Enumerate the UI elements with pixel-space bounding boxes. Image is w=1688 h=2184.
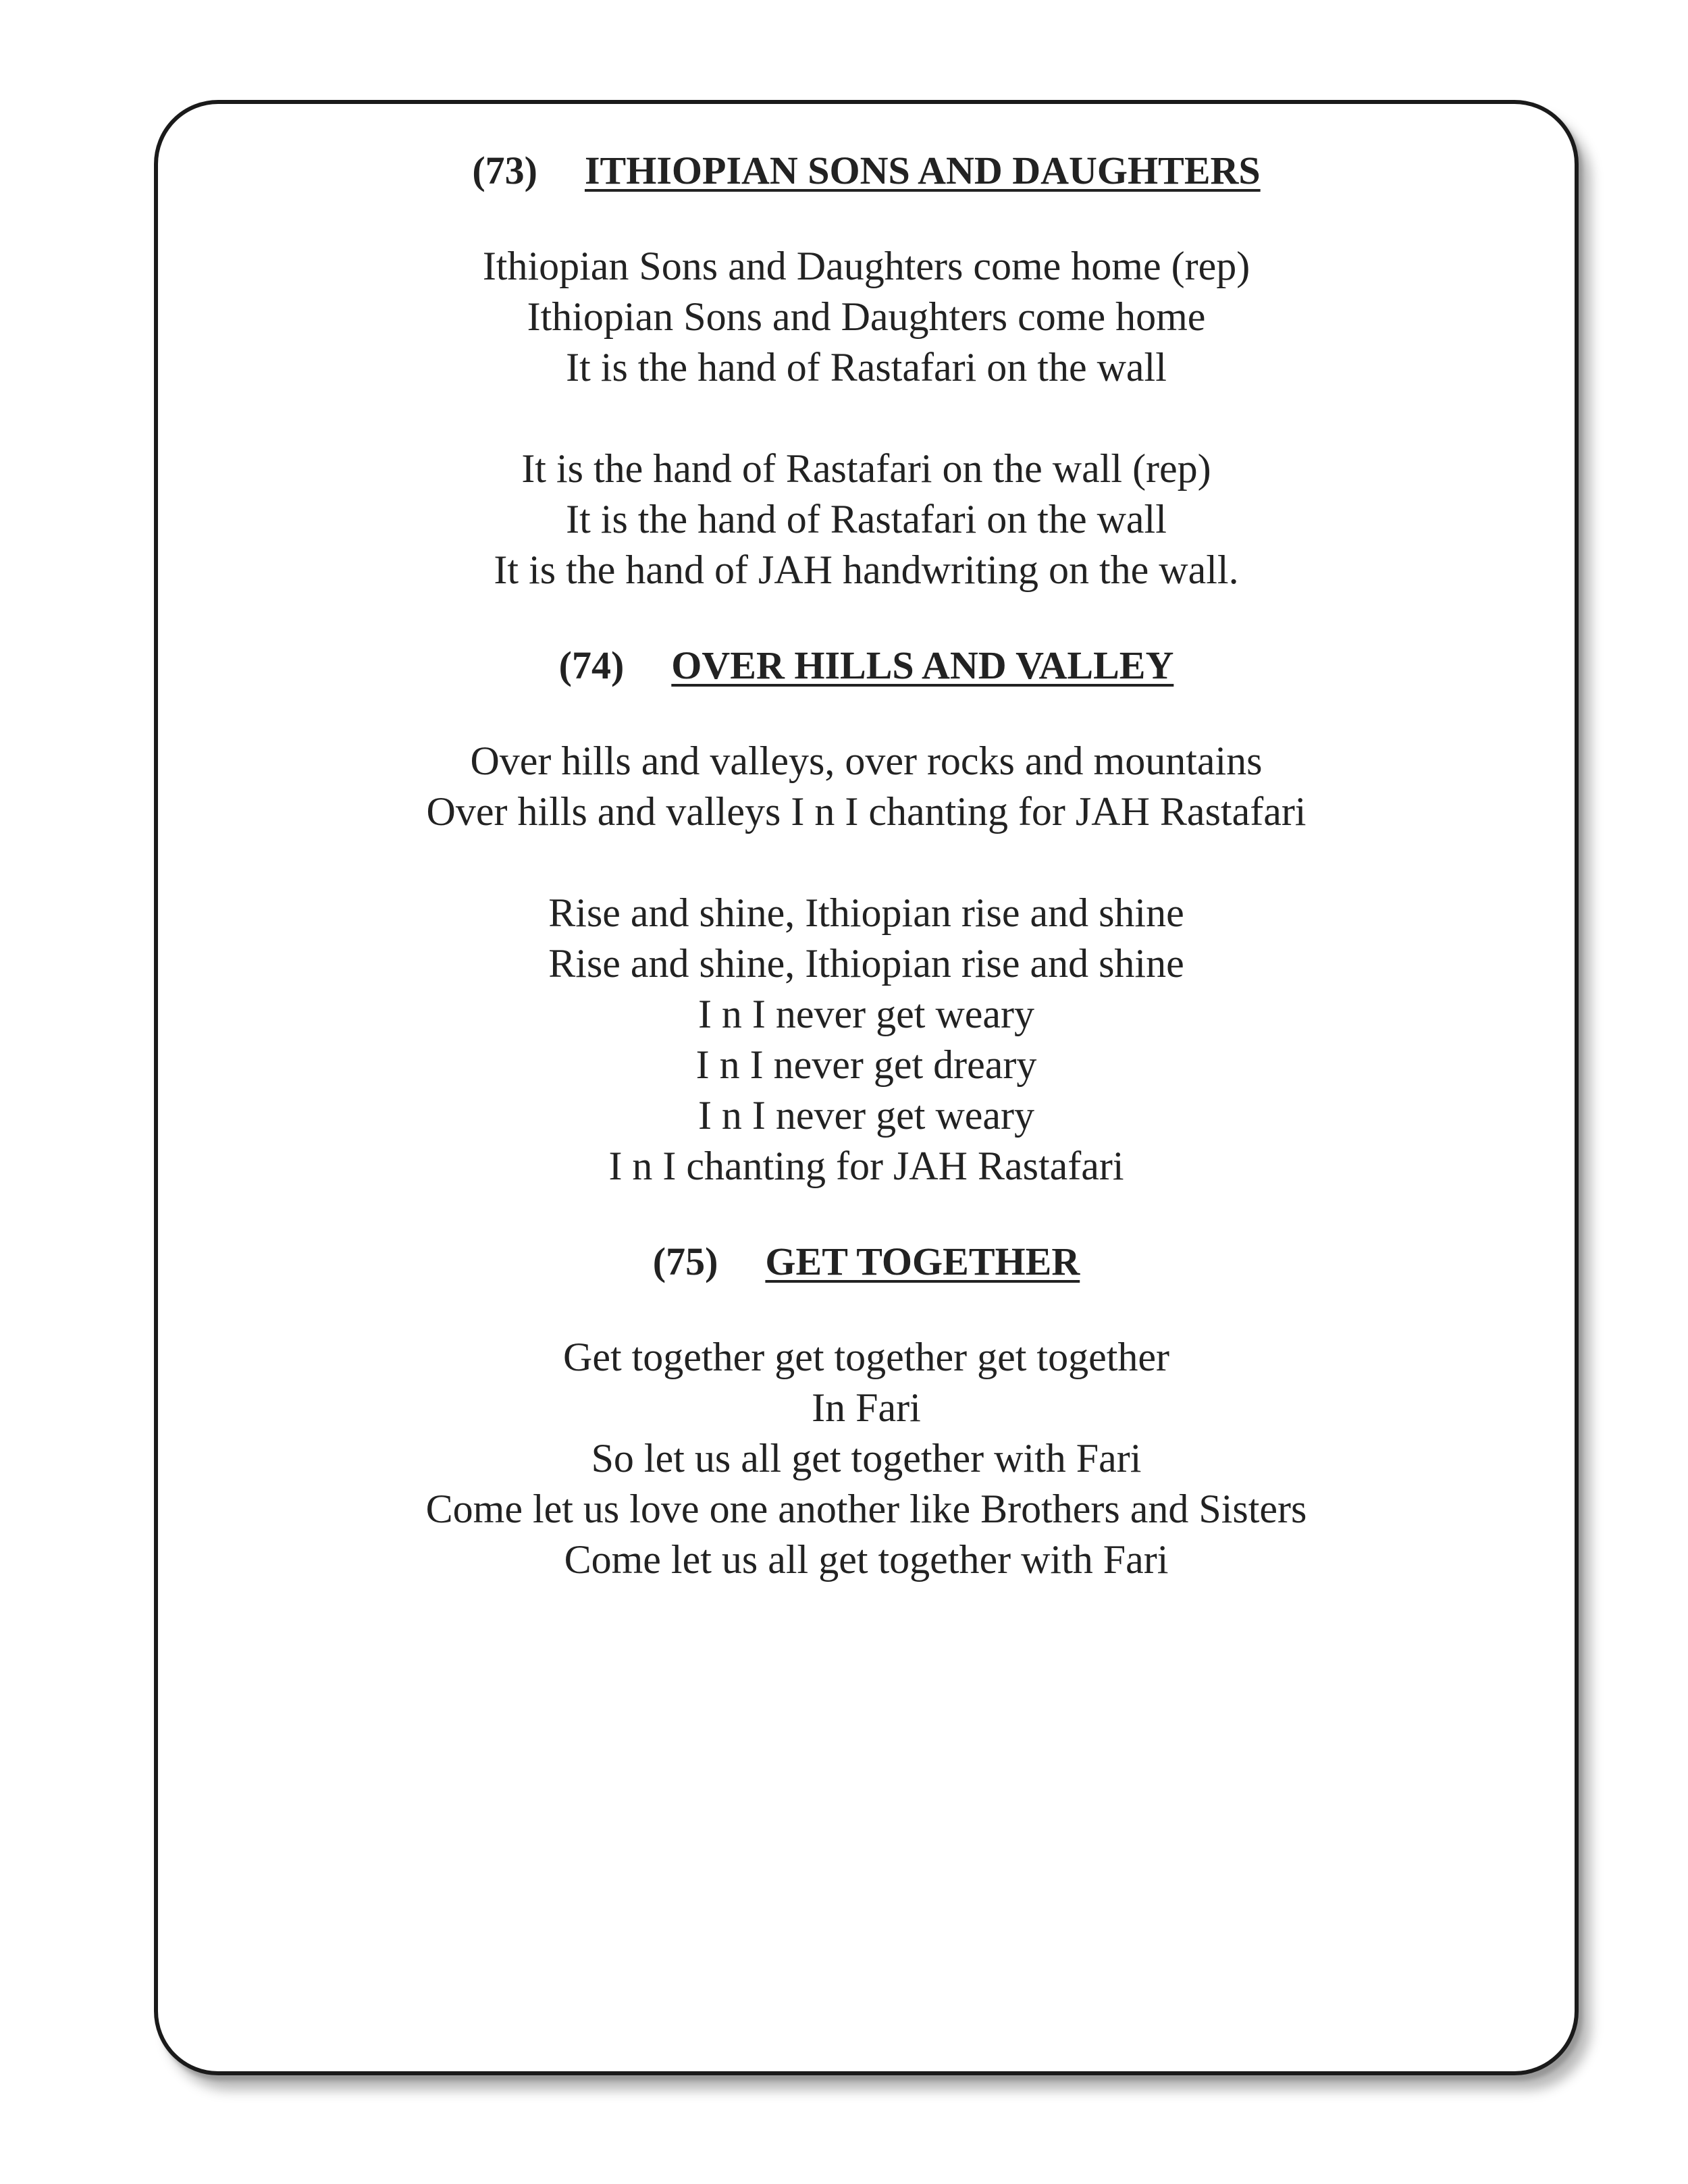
stanza [154,1332,1579,1585]
lyric-line: Over hills and valleys I n I chanting for JAH Rastafari [426,789,1307,834]
lyric-line: I n I never get weary [697,992,1035,1036]
lyric-line: I n I chanting for JAH Rastafari [608,1144,1124,1188]
songbook-page [154,138,1579,1585]
lyric-line: Rise and shine, Ithiopian rise and shine [548,890,1184,935]
song-title-text: GET TOGETHER [765,1240,1080,1283]
song-title [154,633,1579,698]
lyric-line: Come let us love one another like Brothers and Sisters [425,1487,1307,1531]
song-75 [154,1229,1579,1585]
lyric-line: I n I never get dreary [695,1042,1037,1087]
lyric-line: It is the hand of Rastafari on the wall (rep) [521,446,1211,491]
lyric-line: Ithiopian Sons and Daughters come home [527,294,1206,339]
lyric-line: It is the hand of Rastafari on the wall [566,345,1167,390]
song-title [154,1229,1579,1294]
lyric-line: It is the hand of Rastafari on the wall [566,497,1167,541]
song-title-text: OVER HILLS AND VALLEY [671,643,1174,687]
lyric-line: Get together get together get together [563,1335,1169,1379]
lyric-line: Rise and shine, Ithiopian rise and shine [548,941,1184,986]
lyric-line: In Fari [812,1385,921,1430]
lyric-line: Come let us all get together with Fari [564,1537,1169,1582]
song-title [154,138,1579,203]
song-number: (74) [558,643,625,687]
lyric-line: It is the hand of JAH handwriting on the wall. [494,548,1239,592]
song-title-text: ITHIOPIAN SONS AND DAUGHTERS [584,149,1261,192]
stanza [154,888,1579,1192]
song-74 [154,633,1579,1192]
stanza [154,736,1579,837]
song-73 [154,138,1579,595]
lyric-line: So let us all get together with Fari [591,1436,1142,1481]
stanza [154,241,1579,393]
lyric-line: I n I never get weary [697,1093,1035,1138]
lyric-line: Ithiopian Sons and Daughters come home (rep) [482,244,1250,288]
lyric-line: Over hills and valleys, over rocks and mountains [470,739,1263,783]
stanza [154,444,1579,595]
song-number: (75) [652,1240,718,1283]
song-number: (73) [472,149,537,192]
